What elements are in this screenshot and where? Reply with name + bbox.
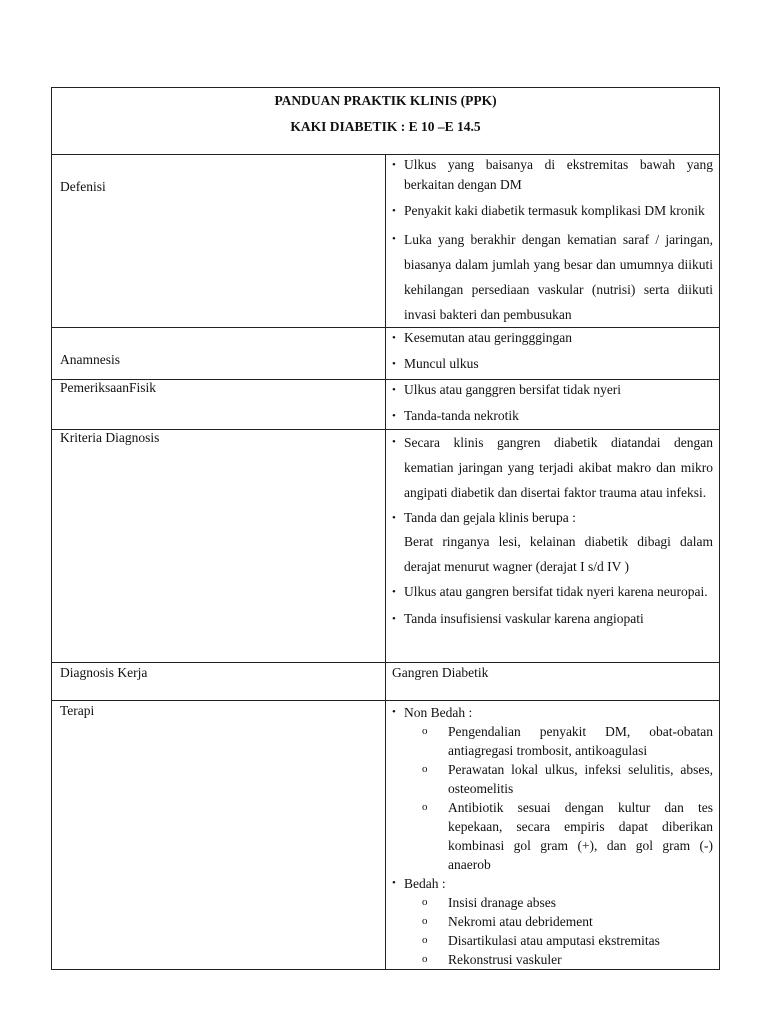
- label-diagnosis-kerja: Diagnosis Kerja: [60, 665, 148, 680]
- row-label: [52, 155, 386, 328]
- ppk-table: [51, 87, 720, 970]
- list-item: • Secara klinis gangren diabetik diatandai dengan kematian jaringan yang terjadi akibat makro dan mikro angipati diabetik dan disertai faktor trauma atau infeksi.: [392, 430, 713, 505]
- diagnosis-kerja-value: Gangren Diabetik: [392, 665, 489, 680]
- row-content: [386, 328, 720, 380]
- circle-bullet-icon: o: [422, 725, 428, 737]
- bullet-icon: •: [392, 410, 396, 422]
- circle-bullet-icon: o: [422, 896, 428, 908]
- bedah-heading: Bedah :: [404, 876, 446, 891]
- sub-list-item: o Pengendalian penyakit DM, obat-obatan antiagregasi trombosit, antikoagulasi: [422, 724, 713, 758]
- bullet-icon: •: [392, 332, 396, 344]
- bullet-icon: •: [392, 512, 396, 524]
- sub-list-item: o Perawatan lokal ulkus, infeksi selulitis, abses, osteomelitis: [422, 762, 713, 796]
- bullet-icon: •: [392, 613, 396, 625]
- list-item: • Luka yang berakhir dengan kematian saraf / jaringan, biasanya dalam jumlah yang besar dan umumnya diikuti kehilangan persediaan vaskular (nutrisi) serta diikuti invasi bakteri dan pembusukan: [392, 227, 713, 327]
- title-row: [52, 88, 720, 155]
- row-anamnesis: [52, 328, 720, 380]
- title-line-2: KAKI DIABETIK : E 10 –E 14.5: [290, 119, 481, 134]
- list-item: • Tanda-tanda nekrotik: [392, 406, 713, 426]
- row-defenisi: [52, 155, 720, 328]
- list-item-continuation: Berat ringanya lesi, kelainan diabetik dibagi dalam derajat menurut wagner (derajat I s/d IV ): [404, 534, 713, 574]
- list-item: • Tanda dan gejala klinis berupa :: [392, 507, 713, 529]
- bullet-icon: •: [392, 436, 396, 448]
- label-pemeriksaan-fisik: PemeriksaanFisik: [60, 380, 156, 395]
- bullet-icon: •: [392, 586, 396, 598]
- label-terapi: Terapi: [60, 703, 95, 718]
- circle-bullet-icon: o: [422, 953, 428, 965]
- bullet-icon: •: [392, 877, 396, 889]
- row-label: [52, 430, 386, 663]
- circle-bullet-icon: o: [422, 763, 428, 775]
- list-item: • Ulkus atau gangren bersifat tidak nyeri karena neuropai.: [392, 581, 713, 603]
- title-line-1: PANDUAN PRAKTIK KLINIS (PPK): [274, 93, 497, 108]
- list-item: • Ulkus atau ganggren bersifat tidak nyeri: [392, 380, 713, 400]
- row-label: [52, 663, 386, 701]
- sub-list-item: o Nekromi atau debridement: [422, 914, 593, 929]
- circle-bullet-icon: o: [422, 915, 428, 927]
- bullet-icon: •: [392, 205, 396, 217]
- list-item: • Tanda insufisiensi vaskular karena angiopati: [392, 609, 713, 629]
- row-content: [386, 430, 720, 663]
- row-content: [386, 155, 720, 328]
- title-cell: [52, 88, 720, 155]
- bullet-icon: •: [392, 233, 396, 245]
- label-kriteria-diagnosis: Kriteria Diagnosis: [60, 430, 160, 445]
- bullet-icon: •: [392, 159, 396, 171]
- list-item: • Ulkus yang baisanya di ekstremitas bawah yang berkaitan dengan DM: [392, 157, 713, 192]
- list-item: • Muncul ulkus: [392, 354, 713, 374]
- bullet-icon: •: [392, 706, 396, 718]
- circle-bullet-icon: o: [422, 934, 428, 946]
- row-kriteria-diagnosis: [52, 430, 720, 663]
- bullet-icon: •: [392, 358, 396, 370]
- sub-list-item: o Rekonstrusi vaskuler: [422, 952, 562, 967]
- row-label: [52, 701, 386, 970]
- row-content: [386, 663, 720, 701]
- list-item: • Kesemutan atau geringggingan: [392, 328, 713, 348]
- label-defenisi: Defenisi: [60, 179, 106, 194]
- row-content: [386, 701, 720, 970]
- row-label: [52, 328, 386, 380]
- row-content: [386, 380, 720, 430]
- non-bedah-heading: Non Bedah :: [404, 705, 473, 720]
- list-item: • Penyakit kaki diabetik termasuk komplikasi DM kronik: [392, 201, 713, 221]
- bullet-icon: •: [392, 384, 396, 396]
- list-item: [392, 874, 713, 893]
- row-terapi: [52, 701, 720, 970]
- list-item: [392, 703, 713, 722]
- label-anamnesis: Anamnesis: [60, 352, 120, 367]
- sub-list-item: o Insisi dranage abses: [422, 895, 556, 910]
- row-diagnosis-kerja: [52, 663, 720, 701]
- sub-list-item: o Disartikulasi atau amputasi ekstremitas: [422, 933, 660, 948]
- row-label: [52, 380, 386, 430]
- sub-list-item: o Antibiotik sesuai dengan kultur dan tes kepekaan, secara empiris dapat diberikan kombinasi gol gram (+), dan gol gram (-) anaerob: [422, 800, 713, 872]
- row-pemeriksaan-fisik: [52, 380, 720, 430]
- circle-bullet-icon: o: [422, 801, 428, 813]
